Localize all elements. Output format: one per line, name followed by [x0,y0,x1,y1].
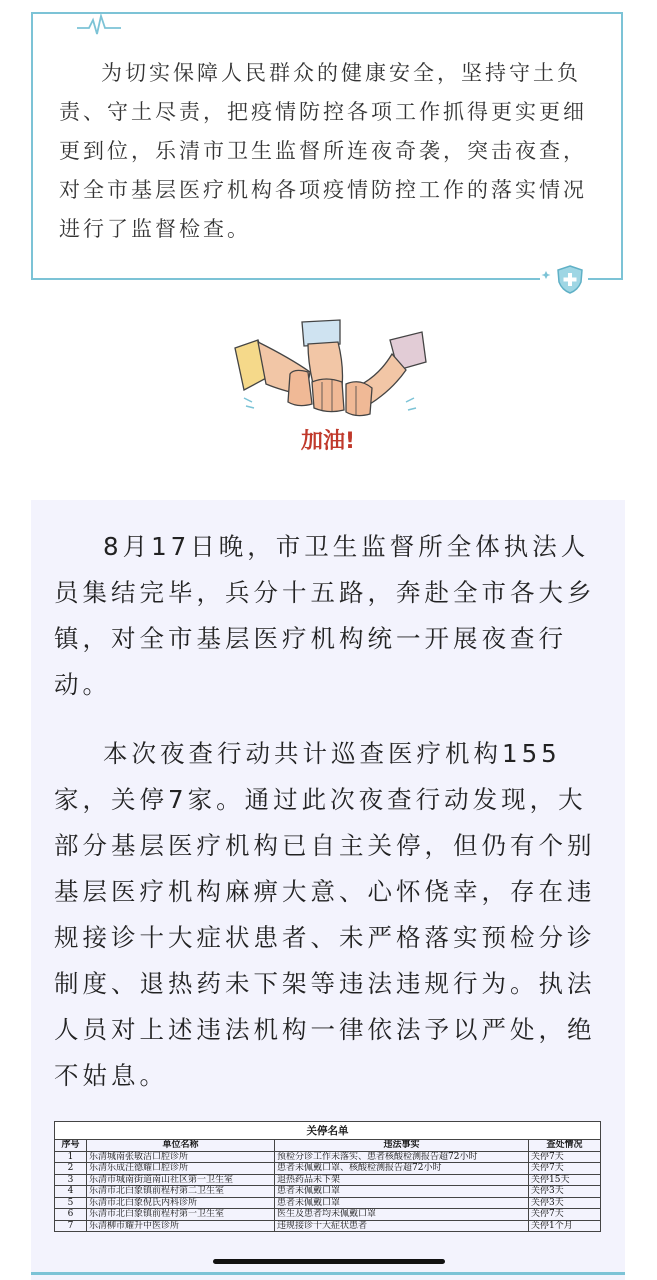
row-unit-name: 乐清柳市耀升中医诊所 [87,1220,275,1232]
row-penalty: 关停15天 [529,1174,601,1186]
row-penalty: 关停1个月 [529,1220,601,1232]
table-row [55,1209,601,1221]
row-violation: 患者未佩戴口罩、核酸检测报告超72小时 [275,1163,529,1175]
row-violation: 医生及患者均未佩戴口罩 [275,1209,529,1221]
closure-table [54,1121,601,1232]
illustration-caption: 加油! [300,429,356,454]
header-index: 序号 [55,1140,87,1152]
row-penalty: 关停7天 [529,1209,601,1221]
closure-table-wrapper [54,1121,600,1232]
header-unit-name: 单位名称 [87,1140,275,1152]
row-violation: 患者未佩戴口罩 [275,1197,529,1209]
heartbeat-line-icon [77,14,121,36]
row-penalty: 关停7天 [529,1163,601,1175]
row-index: 6 [55,1209,87,1221]
row-penalty: 关停7天 [529,1151,601,1163]
table-row [55,1151,601,1163]
row-index: 3 [55,1174,87,1186]
bottom-frame-line [31,1272,625,1275]
row-index: 4 [55,1186,87,1198]
intro-frame [31,12,623,280]
body-paragraph-2: 本次夜查行动共计巡查医疗机构155家，关停7家。通过此次夜查行动发现，大部分基层医疗机构已自主关停，但仍有个别基层医疗机构麻痹大意、心怀侥幸，存在违规接诊十大症状患者、未严格落实预检分诊制度、退热药未下架等违法违规行为。执法人员对上述违法机构一律依法予以严处，绝不姑息。 [54,739,596,1090]
row-index: 1 [55,1151,87,1163]
table-row [55,1220,601,1232]
shield-plus-icon [540,262,588,296]
body-paragraph-1: 8月17日晚，市卫生监督所全体执法人员集结完毕，兵分十五路，奔赴全市各大乡镇，对全市基层医疗机构统一开展夜查行动。 [54,532,596,699]
row-index: 7 [55,1220,87,1232]
row-violation: 退热药品未下架 [275,1174,529,1186]
table-row [55,1163,601,1175]
intro-paragraph: 为切实保障人民群众的健康安全，坚持守土负责、守土尽责，把疫情防控各项工作抓得更实更细更到位，乐清市卫生监督所连夜奇袭，突击夜查，对全市基层医疗机构各项疫情防控工作的落实情况进行了监督检查。 [59,61,587,241]
fist-bump-illustration [230,318,430,458]
table-header-row [55,1140,601,1152]
row-violation: 预检分诊工作未落实、患者核酸检测报告超72小时 [275,1151,529,1163]
row-unit-name: 乐清市北白象倪氏内科诊所 [87,1197,275,1209]
table-row [55,1197,601,1209]
row-unit-name: 乐清市北白象镇前程村第一卫生室 [87,1209,275,1221]
row-penalty: 关停3天 [529,1186,601,1198]
row-unit-name: 乐清市北白象镇前程村第二卫生室 [87,1186,275,1198]
row-violation: 患者未佩戴口罩 [275,1186,529,1198]
home-indicator[interactable] [213,1259,445,1264]
row-index: 2 [55,1163,87,1175]
sparkle-icon [542,271,551,279]
closure-table-title: 关停名单 [54,1121,601,1139]
header-violation: 违法事实 [275,1140,529,1152]
row-penalty: 关停3天 [529,1197,601,1209]
table-row [55,1174,601,1186]
header-penalty: 查处情况 [529,1140,601,1152]
table-row [55,1186,601,1198]
row-index: 5 [55,1197,87,1209]
row-unit-name: 乐清市城南街道南山社区第一卫生室 [87,1174,275,1186]
row-violation: 违规接诊十大症状患者 [275,1220,529,1232]
row-unit-name: 乐清城南张敏洁口腔诊所 [87,1151,275,1163]
row-unit-name: 乐清乐成汪德耀口腔诊所 [87,1163,275,1175]
